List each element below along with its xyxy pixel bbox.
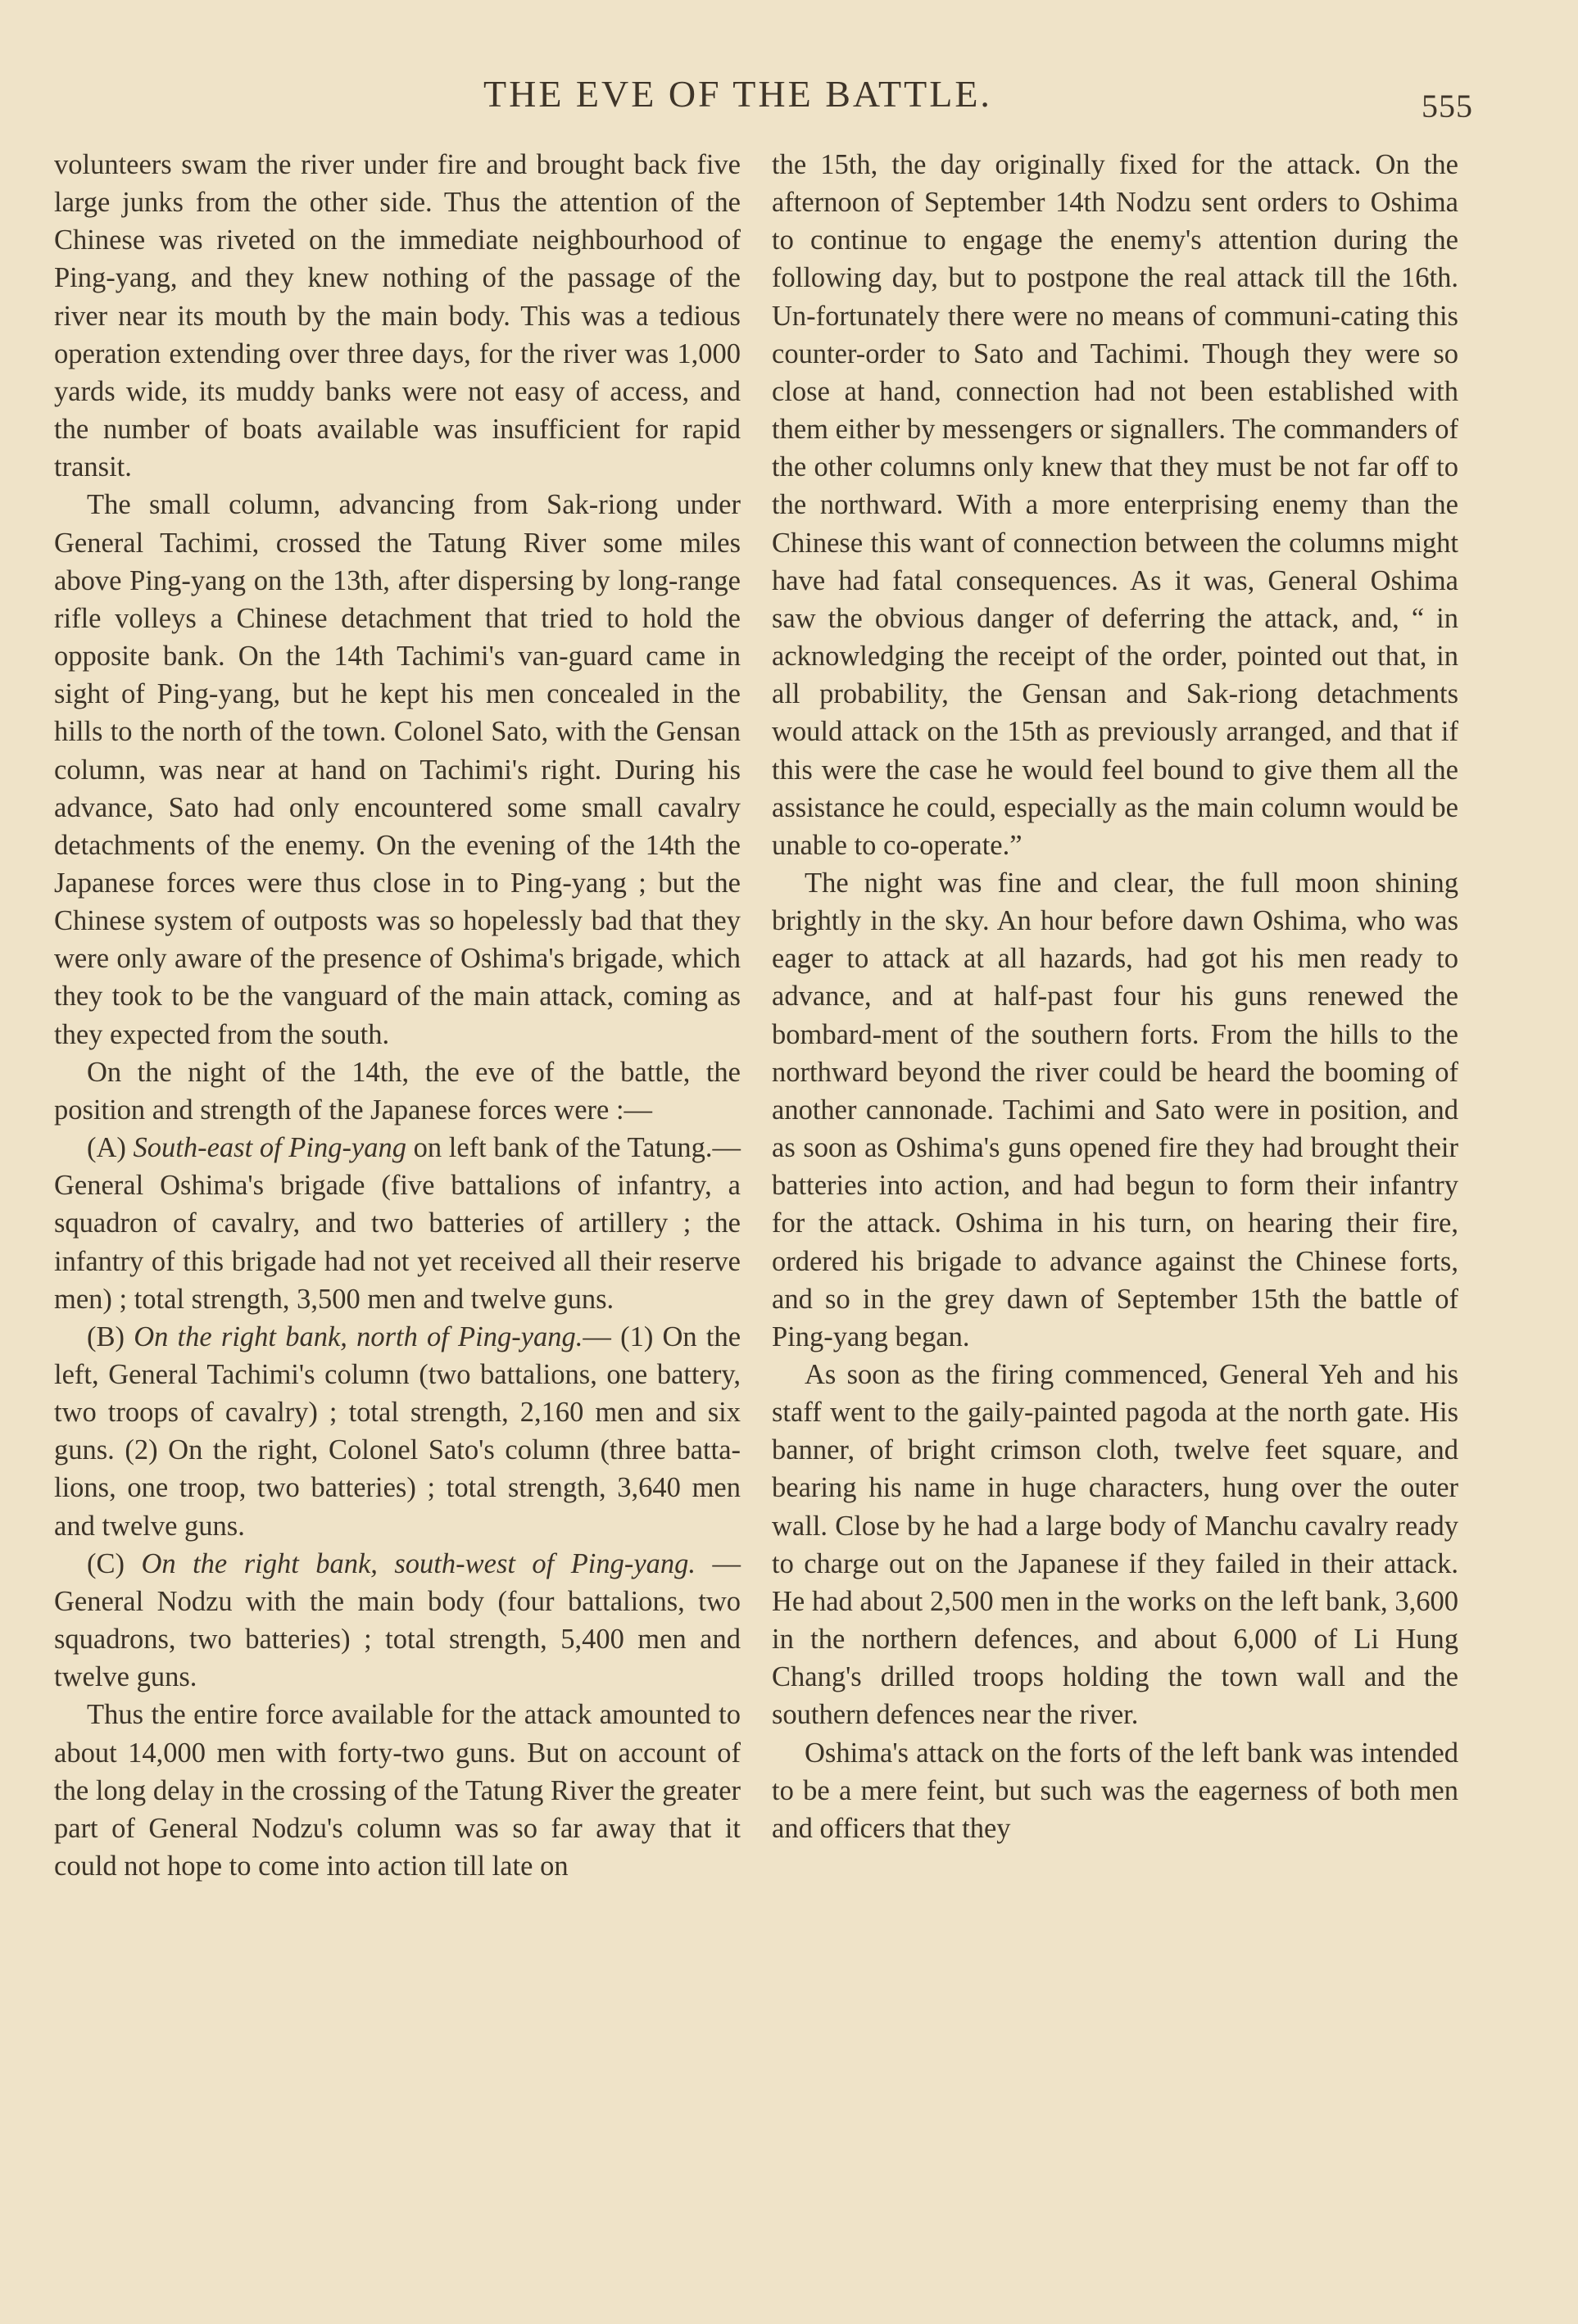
left-column [54,146,741,1885]
force-entry-c [54,1545,741,1697]
paragraph: Oshima's attack on the forts of the left bank was intended to be a mere feint, but such was the eagerness of both men and officers that they [772,1737,1458,1844]
entry-text: — (1) On the left, General Tachimi's column (two battalions, one battery, two troops of cavalry) ; total strength, 2,160 men and six guns. (2) On the right, Colonel Sato's column (three batta-lions, one troop, two batteries) ; total strength, 3,640 men and twelve guns. [54,1321,741,1542]
page-header [0,72,1578,129]
paragraph: On the night of the 14th, the eve of the battle, the position and strength of the Japanese forces were :— [54,1056,741,1126]
entry-text: on left bank of the Tatung.—General Oshima's brigade (five battalions of infantry, a squadron of cavalry, and two batteries of artillery ; the infantry of this brigade had not yet received all their reserve men) ; total strength, 3,500 men and twelve guns. [54,1132,741,1315]
paragraph: the 15th, the day originally fixed for the attack. On the afternoon of September 14th Nodzu sent orders to Oshima to continue to engage the enemy's attention during the following day, but to postpone the real attack till the 16th. Un-fortunately there were no means of communi-cating this counter-order to Sato and Tachimi. Though they were so close at hand, connection had not been established with them either by messengers or signallers. The commanders of the other columns only knew that they must be not far off to the northward. With a more enterprising enemy than the Chinese this want of connection between the columns might have had fatal consequences. As it was, General Oshima saw the obvious danger of deferring the attack, and, “ in acknowledging the receipt of the order, pointed out that, in all probability, the Gensan and Sak-riong detachments would attack on the 15th as previously arranged, and that if this were the case he would feel bound to give them all the assistance he could, especially as the main column would be unable to co-operate.” [772,149,1458,861]
entry-label: (C) [87,1547,125,1579]
running-title: THE EVE OF THE BATTLE. [483,73,992,115]
paragraph: Thus the entire force available for the attack amounted to about 14,000 men with forty-two guns. But on account of the long delay in the crossing of the Tatung River the greater part of General Nodzu's column was so far away that it could not hope to come into action till late on [54,1699,741,1882]
paragraph: The night was fine and clear, the full moon shining brightly in the sky. An hour before dawn Oshima, who was eager to attack at all hazards, had got his men ready to advance, and at half-past four his guns renewed the bombard-ment of the southern forts. From the hills to the northward beyond the river could be heard the booming of another cannonade. Tachimi and Sato were in position, and as soon as Oshima's guns opened fire they had brought their batteries into action, and had begun to form their infantry for the attack. Oshima in his turn, on hearing their fire, ordered his brigade to advance against the Chinese forts, and so in the grey dawn of September 15th the battle of Ping-yang began. [772,867,1458,1352]
force-entry-b [54,1318,741,1545]
entry-label: (A) [87,1132,126,1164]
entry-label: (B) [87,1321,125,1352]
paragraph: The small column, advancing from Sak-riong under General Tachimi, crossed the Tatung River some miles above Ping-yang on the 13th, after dispersing by long-range rifle volleys a Chinese detachment that tried to hold the opposite bank. On the 14th Tachimi's van-guard came in sight of Ping-yang, but he kept his men concealed in the hills to the north of the town. Colonel Sato, with the Gensan column, was near at hand on Tachimi's right. During his advance, Sato had only encountered some small cavalry detachments of the enemy. On the evening of the 14th the Japanese forces were thus close in to Ping-yang ; but the Chinese system of outposts was so hopelessly bad that they were only aware of the presence of Oshima's brigade, which they took to be the vanguard of the main attack, coming as they expected from the south. [54,489,741,1050]
paragraph: As soon as the firing commenced, General Yeh and his staff went to the gaily-painted pagoda at the north gate. His banner, of bright crimson cloth, twelve feet square, and bearing his name in huge characters, hung over the outer wall. Close by he had a large body of Manchu cavalry ready to charge out on the Japanese if they failed in their attack. He had about 2,500 men in the works on the left bank, 3,600 in the northern defences, and about 6,000 of Li Hung Chang's drilled troops holding the town wall and the southern defences near the river. [772,1359,1458,1731]
page-number: 555 [1422,88,1473,125]
entry-heading: On the right bank, north of Ping-yang. [134,1321,583,1352]
entry-text: —General Nodzu with the main body (four battalions, two squadrons, two batteries) ; total strength, 5,400 men and twelve guns. [54,1547,741,1693]
paragraph: volunteers swam the river under fire and brought back five large junks from the other side. Thus the attention of the Chinese was riveted on the immediate neighbourhood of Ping-yang, and they knew nothing of the passage of the river near its mouth by the main body. This was a tedious operation extending over three days, for the river was 1,000 yards wide, its muddy banks were not easy of access, and the number of boats available was insufficient for rapid transit. [54,149,741,483]
entry-heading: On the right bank, south-west of Ping-yang. [141,1547,696,1579]
right-column [772,146,1458,1847]
force-entry-a [54,1129,741,1318]
entry-heading: South-east of Ping-yang [133,1132,406,1164]
